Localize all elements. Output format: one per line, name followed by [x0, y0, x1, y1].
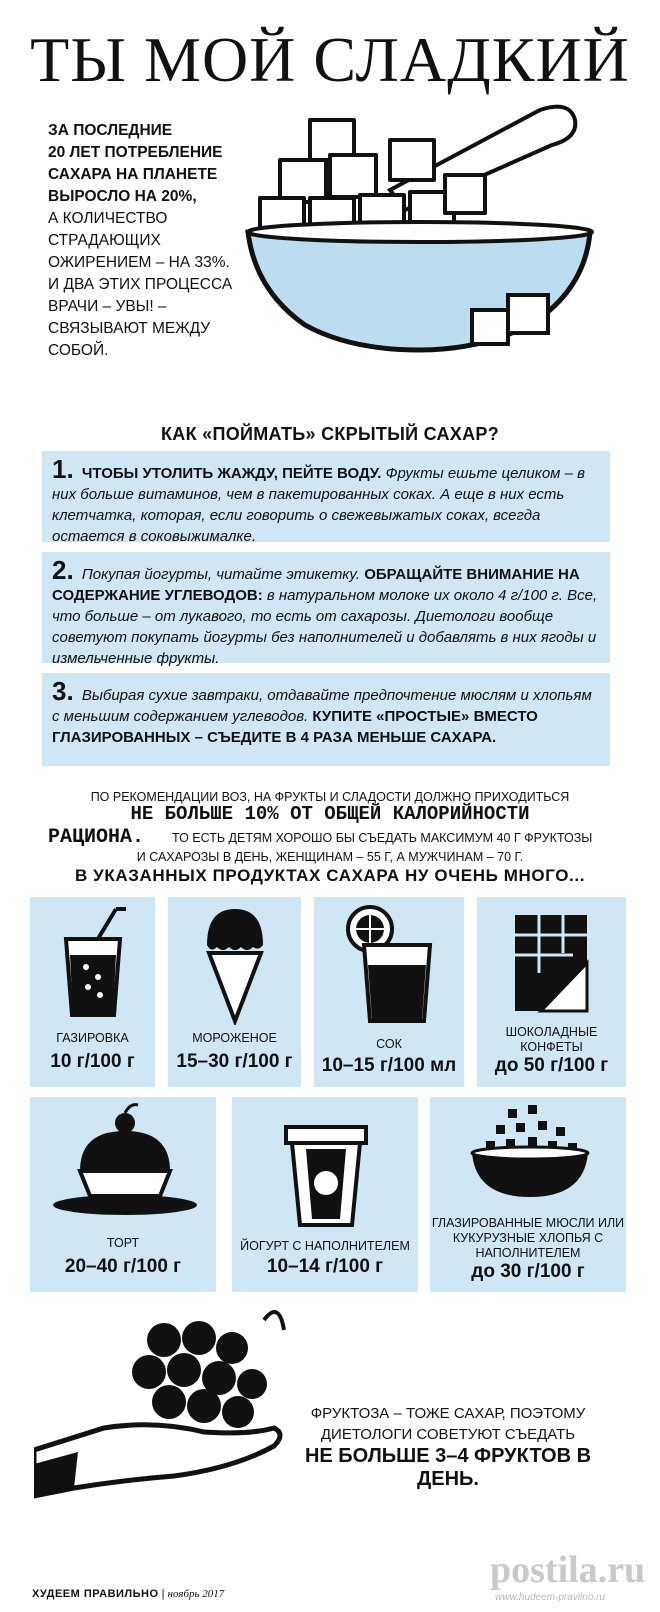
fructose-note-line: ДИЕТОЛОГИ СОВЕТУЮТ СЪЕДАТЬ — [320, 1426, 576, 1443]
intro-bold-line: САХАРА НА ПЛАНЕТЕ — [48, 166, 218, 183]
product-sugar-value: 15–30 г/100 г — [176, 1051, 293, 1072]
fructose-note-bold: НЕ БОЛЬШЕ 3–4 ФРУКТОВ В ДЕНЬ. — [304, 1445, 592, 1490]
who-recommendation-line: ТО ЕСТЬ ДЕТЯМ ХОРОШО БЫ СЪЕДАТЬ МАКСИМУМ 40 Г ФРУКТОЗЫ — [172, 831, 593, 845]
footer-separator: | — [161, 1588, 165, 1600]
tip-text: Фрукты ешьте целиком – в них больше витаминов, чем в пакетированных соках. А еще в них есть клетчатка, которая, если говорить о свежевыжатых соках, всегда остается в соковыжималке. — [52, 465, 585, 545]
product-name: ГЛАЗИРОВАННЫЕ МЮСЛИ ИЛИ КУКУРУЗНЫЕ ХЛОПЬЯ С НАПОЛНИТЕЛЕМ — [431, 1216, 625, 1260]
products-heading: В УКАЗАННЫХ ПРОДУКТАХ САХАРА НУ ОЧЕНЬ МНОГО... — [74, 866, 586, 885]
juice-glass-icon — [342, 901, 442, 1025]
yogurt-cup-icon — [284, 1125, 368, 1229]
tip-card — [42, 552, 610, 667]
fructose-note — [288, 1403, 608, 1491]
tip-card — [42, 451, 610, 545]
tip-text: Выбирая сухие завтраки, отдавайте предпочтение мюслям и хлопьям с меньшим содержанием углеводов. — [52, 687, 592, 725]
magazine-footer — [32, 1588, 224, 1600]
intro-bold-line: 20 ЛЕТ ПОТРЕБЛЕНИЕ — [48, 144, 223, 161]
product-name: ГАЗИРОВКА — [56, 1031, 129, 1045]
product-sugar-value: 10 г/100 г — [50, 1051, 135, 1072]
product-tile-chocolate — [477, 897, 626, 1087]
product-name: ТОРТ — [106, 1236, 140, 1250]
intro-line: ОЖИРЕНИЕМ – НА 33%. — [48, 254, 230, 271]
product-sugar-value: 10–14 г/100 г — [266, 1256, 384, 1277]
intro-line: СВЯЗЫВАЮТ МЕЖДУ — [48, 320, 211, 337]
product-sugar-value: 20–40 г/100 г — [64, 1256, 182, 1277]
product-sugar-value: 10–15 г/100 мл — [321, 1055, 457, 1076]
tip-card — [42, 673, 610, 766]
watermark-logo: postila.ru — [490, 1549, 646, 1591]
product-tile-yogurt — [232, 1097, 418, 1292]
tip-emphasis: КУПИТЕ «ПРОСТЫЕ» ВМЕСТО ГЛАЗИРОВАННЫХ – СЪЕДИТЕ В 4 РАЗА МЕНЬШЕ САХАРА. — [52, 708, 538, 746]
product-name: ЙОГУРТ С НАПОЛНИТЕЛЕМ — [240, 1239, 410, 1253]
intro-line: СТРАДАЮЩИХ — [48, 232, 161, 249]
hand-grapes-illustration — [34, 1300, 294, 1500]
soda-glass-icon — [58, 907, 128, 1017]
tip-text: Покупая йогурты, читайте этикетку. — [81, 566, 361, 583]
intro-bold-line: ЗА ПОСЛЕДНИЕ — [48, 122, 173, 139]
page-title: ТЫ МОЙ СЛАДКИЙ — [30, 24, 630, 95]
who-recommendation-bold: НЕ БОЛЬШЕ 10% ОТ ОБЩЕЙ КАЛОРИЙНОСТИ — [130, 803, 530, 825]
cereal-bowl-icon — [468, 1101, 592, 1201]
tip-emphasis: ЧТОБЫ УТОЛИТЬ ЖАЖДУ, ПЕЙТЕ ВОДУ. — [81, 465, 382, 482]
product-tile-ice-cream — [168, 897, 301, 1087]
tip-number: 1. — [52, 454, 74, 484]
product-sugar-value: до 50 г/100 г — [494, 1055, 609, 1076]
watermark-url: www.hudeem-pravilno.ru — [495, 1592, 606, 1603]
product-tile-cake — [30, 1097, 216, 1292]
product-tile-muesli — [430, 1097, 626, 1292]
intro-bold-line: ВЫРОСЛО НА 20%, — [48, 188, 197, 205]
product-sugar-value: до 30 г/100 г — [471, 1261, 585, 1282]
product-tile-juice — [314, 897, 464, 1087]
sugar-bowl-illustration — [240, 100, 600, 370]
intro-line: СОБОЙ. — [48, 342, 109, 359]
intro-line: И ДВА ЭТИХ ПРОЦЕССА — [48, 276, 233, 293]
section-heading: КАК «ПОЙМАТЬ» СКРЫТЫЙ САХАР? — [160, 424, 500, 444]
product-name: СОК — [376, 1037, 402, 1051]
tip-number: 2. — [52, 555, 74, 585]
fructose-note-line: ФРУКТОЗА – ТОЖЕ САХАР, ПОЭТОМУ — [310, 1405, 586, 1422]
who-recommendation-bold: РАЦИОНА. — [48, 826, 145, 849]
intro-line: ВРАЧИ – УВЫ! – — [48, 298, 167, 315]
who-recommendation-line: И САХАРОЗЫ В ДЕНЬ, ЖЕНЩИНАМ – 55 Г, А МУЖЧИНАМ – 70 Г. — [136, 850, 524, 864]
ice-cream-icon — [203, 905, 267, 1025]
magazine-name: ХУДЕЕМ ПРАВИЛЬНО — [32, 1588, 159, 1600]
cake-icon — [50, 1101, 200, 1221]
tip-emphasis: ОБРАЩАЙТЕ ВНИМАНИЕ НА СОДЕРЖАНИЕ УГЛЕВОДОВ: — [52, 566, 580, 604]
product-tile-soda — [30, 897, 155, 1087]
product-name: ШОКОЛАДНЫЕ КОНФЕТЫ — [505, 1025, 598, 1054]
issue-date: ноябрь 2017 — [167, 1588, 225, 1600]
product-name: МОРОЖЕНОЕ — [192, 1031, 277, 1045]
intro-line: А КОЛИЧЕСТВО — [48, 210, 168, 227]
who-recommendation-line: ПО РЕКОМЕНДАЦИИ ВОЗ, НА ФРУКТЫ И СЛАДОСТИ ДОЛЖНО ПРИХОДИТЬСЯ — [90, 790, 570, 804]
tip-number: 3. — [52, 676, 74, 706]
tip-text: в натуральном молоке их около 4 г/100 г. Все, что больше – от лукавого, то есть от сахарозы. Диетологи вообще советуют покупать йогурты без наполнителей и добавлять в них ягоды и измельченные фрукты. — [52, 587, 598, 667]
chocolate-bar-icon — [513, 913, 589, 1013]
